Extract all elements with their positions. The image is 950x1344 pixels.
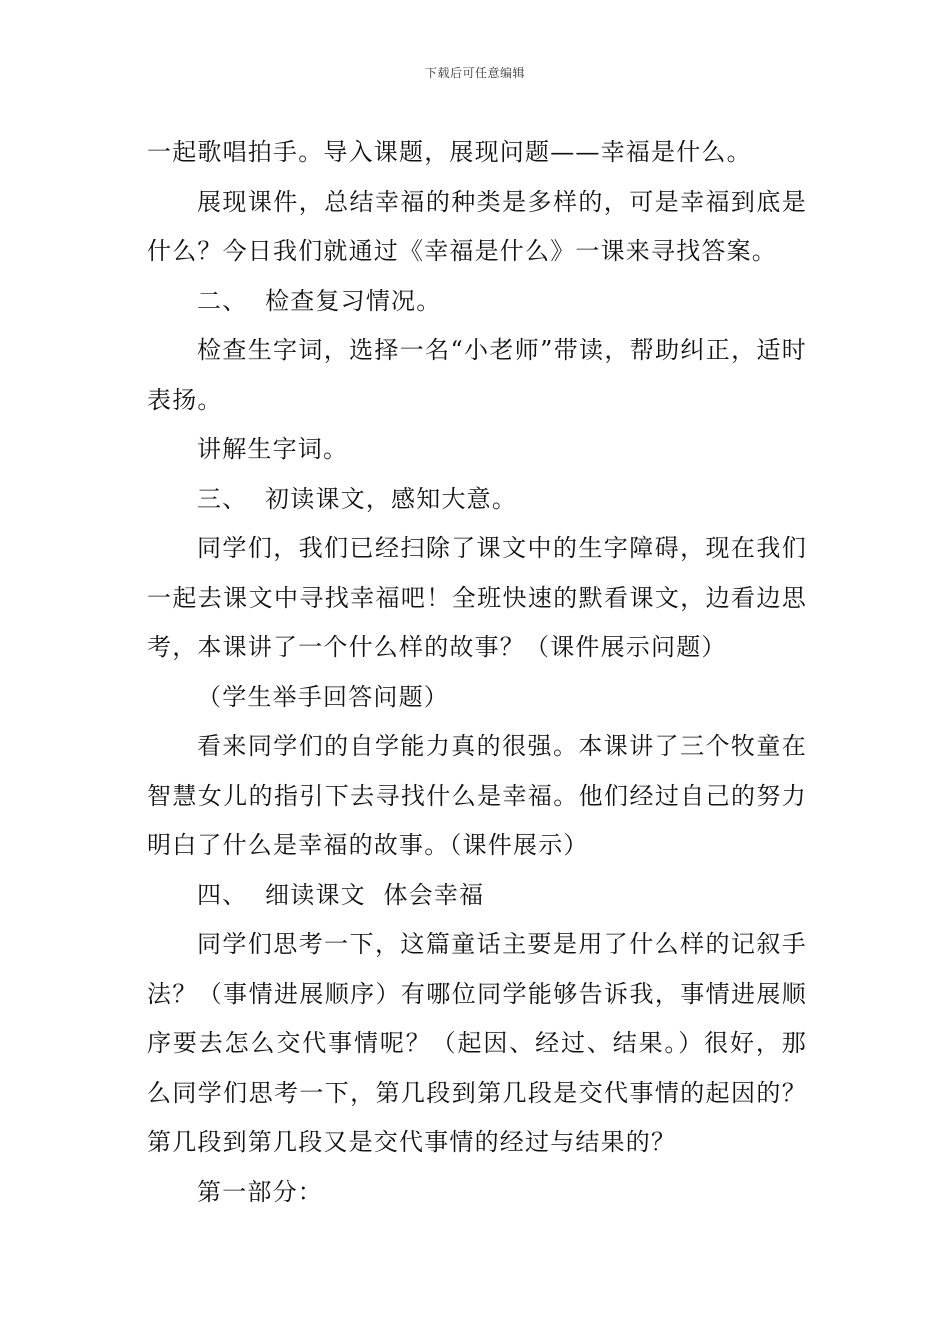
document-body (147, 128, 807, 1217)
paragraph-part-one: 第一部分： (197, 1177, 323, 1206)
paragraph-check-words: 检查生字词，选择一名“小老师”带读，帮助纠正，适时表扬。 (147, 336, 807, 414)
paragraph-story-summary: 看来同学们的自学能力真的很强。本课讲了三个牧童在智慧女儿的指引下去寻找什么是幸福。他们经过自己的努力明白了什么是幸福的故事。（课件展示） (147, 732, 807, 859)
paragraph-intro-end: 一起歌唱拍手。导入课题，展现问题——幸福是什么。 (147, 138, 752, 166)
paragraph-explain-words: 讲解生字词。 (197, 435, 349, 463)
section-heading-first-read: 三、 初读课文，感知大意。 (197, 484, 518, 513)
paragraph-narrative-method: 同学们思考一下，这篇童话主要是用了什么样的记叙手法？（事情进展顺序）有哪位同学能够告诉我，事情进展顺序要去怎么交代事情呢？（起因、经过、结果。）很好，那么同学们思考一下，第几段到第几段是交代事情的起因的？第几段到第几段又是交代事情的经过与结果的？ (147, 930, 807, 1156)
paragraph-student-answer: （学生举手回答问题） (197, 682, 449, 711)
section-heading-review: 二、 检查复习情况。 (197, 286, 442, 315)
paragraph-courseware: 展现课件，总结幸福的种类是多样的，可是幸福到底是什么？今日我们就通过《幸福是什么》一课来寻找答案。 (147, 187, 807, 265)
page-header: 下载后可任意编辑 (424, 66, 525, 80)
paragraph-read-text: 同学们，我们已经扫除了课文中的生字障碍，现在我们一起去课文中寻找幸福吧！全班快速的默看课文，边看边思考，本课讲了一个什么样的故事？（课件展示问题） (147, 534, 807, 661)
section-heading-close-read: 四、 细读课文 体会幸福 (197, 880, 485, 909)
